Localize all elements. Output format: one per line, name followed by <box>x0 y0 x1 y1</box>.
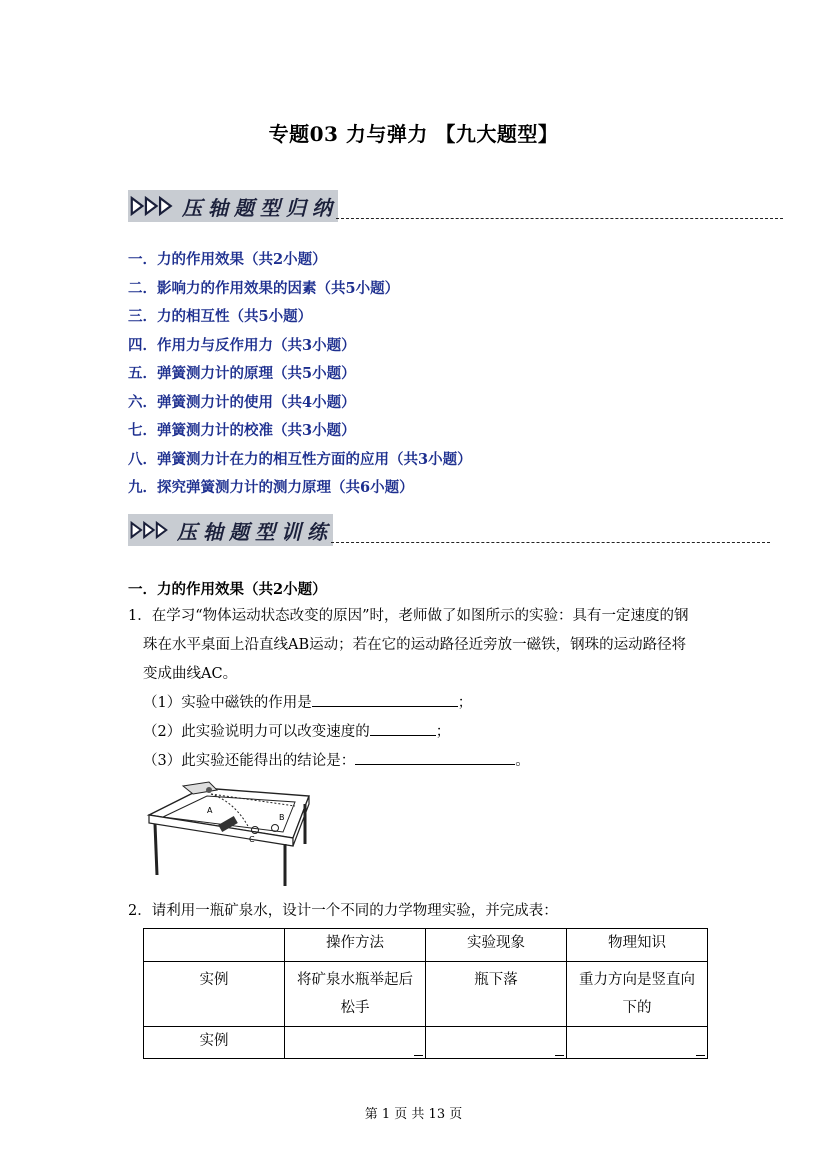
question-1-line2: 珠在水平桌面上沿直线AB运动；若在它的运动路径近旁放一磁铁，钢珠的运动路径将 <box>143 637 687 653</box>
page-title: 专题03 力与弹力 【九大题型】 <box>268 122 559 146</box>
toc-item[interactable]: 七．弹簧测力计的校准（共3小题） <box>128 422 356 439</box>
method-line: 将矿泉水瓶举起后 <box>297 972 413 988</box>
toc-item[interactable]: 八．弹簧测力计在力的相互性方面的应用（共3小题） <box>128 450 472 468</box>
label-a: A <box>207 806 213 815</box>
answer-blank <box>696 1055 705 1056</box>
sub1-text: （1）实验中磁铁的作用是 <box>143 695 312 711</box>
toc-item[interactable]: 四．作用力与反作用力（共3小题） <box>128 336 356 354</box>
question-1-line1: 1．在学习“物体运动状态改变的原因”时，老师做了如图所示的实验：具有一定速度的钢 <box>128 608 689 624</box>
section-banner-training <box>128 514 770 546</box>
knowledge-line: 重力方向是竖直向 <box>579 972 695 988</box>
answer-blank-3[interactable] <box>355 748 515 765</box>
header-cell: 实验现象 <box>426 929 567 962</box>
sub1-end: ； <box>457 695 473 711</box>
method-cell <box>285 962 426 1027</box>
toc-item[interactable]: 一．力的作用效果（共2小题） <box>128 251 327 268</box>
question-1-line3: 变成曲线AC。 <box>143 666 238 682</box>
experiment-table <box>143 928 708 1059</box>
banner-label: 压轴题型归纳 <box>182 195 338 220</box>
steel-ball <box>206 787 212 793</box>
banner-divider <box>336 218 783 219</box>
header-cell: 物理知识 <box>567 929 708 962</box>
row-label: 实例 <box>144 1027 285 1059</box>
question-1-sub2 <box>143 718 450 747</box>
toc-item[interactable]: 六．弹簧测力计的使用（共4小题） <box>128 393 356 411</box>
label-b: B <box>279 813 285 822</box>
answer-blank-1[interactable] <box>312 690 458 707</box>
method-answer-cell[interactable] <box>285 1027 426 1059</box>
header-cell: 操作方法 <box>285 929 426 962</box>
knowledge-cell <box>567 962 708 1027</box>
banner-box <box>128 190 338 222</box>
triple-arrow-icon <box>130 194 176 218</box>
sub2-text: （2）此实验说明力可以改变速度的 <box>143 724 370 740</box>
label-c: C <box>249 835 255 844</box>
row-label: 实例 <box>144 962 285 1027</box>
knowledge-answer-cell[interactable] <box>567 1027 708 1059</box>
phenomenon-answer-cell[interactable] <box>426 1027 567 1059</box>
toc-list <box>128 248 472 505</box>
answer-blank-2[interactable] <box>370 719 436 736</box>
experiment-figure <box>145 780 313 890</box>
table-row <box>144 962 708 1027</box>
banner-label: 压轴题型训练 <box>177 519 333 544</box>
triple-arrow-icon <box>130 518 171 542</box>
section-heading: 一．力的作用效果（共2小题） <box>128 581 327 598</box>
sub2-end: ； <box>435 724 451 740</box>
table-header-row <box>144 929 708 962</box>
question-1-sub3 <box>143 747 530 776</box>
banner-divider <box>331 542 770 543</box>
question-1-sub1 <box>143 689 472 718</box>
table-row <box>144 1027 708 1059</box>
banner-box <box>128 514 333 546</box>
toc-item[interactable]: 三．力的相互性（共5小题） <box>128 308 313 325</box>
sub3-end: 。 <box>515 753 530 769</box>
toc-item[interactable]: 二．影响力的作用效果的因素（共5小题） <box>128 279 400 297</box>
knowledge-line: 下的 <box>622 1000 652 1016</box>
header-cell <box>144 929 285 962</box>
section-banner-summary <box>128 190 783 222</box>
phenomenon-cell: 瓶下落 <box>426 962 567 1027</box>
answer-blank <box>555 1055 564 1056</box>
table-leg <box>155 824 157 875</box>
toc-item[interactable]: 五．弹簧测力计的原理（共5小题） <box>128 365 356 382</box>
method-line: 松手 <box>340 1000 370 1016</box>
answer-blank <box>414 1055 423 1056</box>
sub3-text: （3）此实验还能得出的结论是： <box>143 753 356 769</box>
page-footer: 第 1 页 共 13 页 <box>364 1107 463 1122</box>
toc-item[interactable]: 九．探究弹簧测力计的测力原理（共6小题） <box>128 479 414 496</box>
question-2-text: 2．请利用一瓶矿泉水，设计一个不同的力学物理实验，并完成表： <box>128 903 558 919</box>
